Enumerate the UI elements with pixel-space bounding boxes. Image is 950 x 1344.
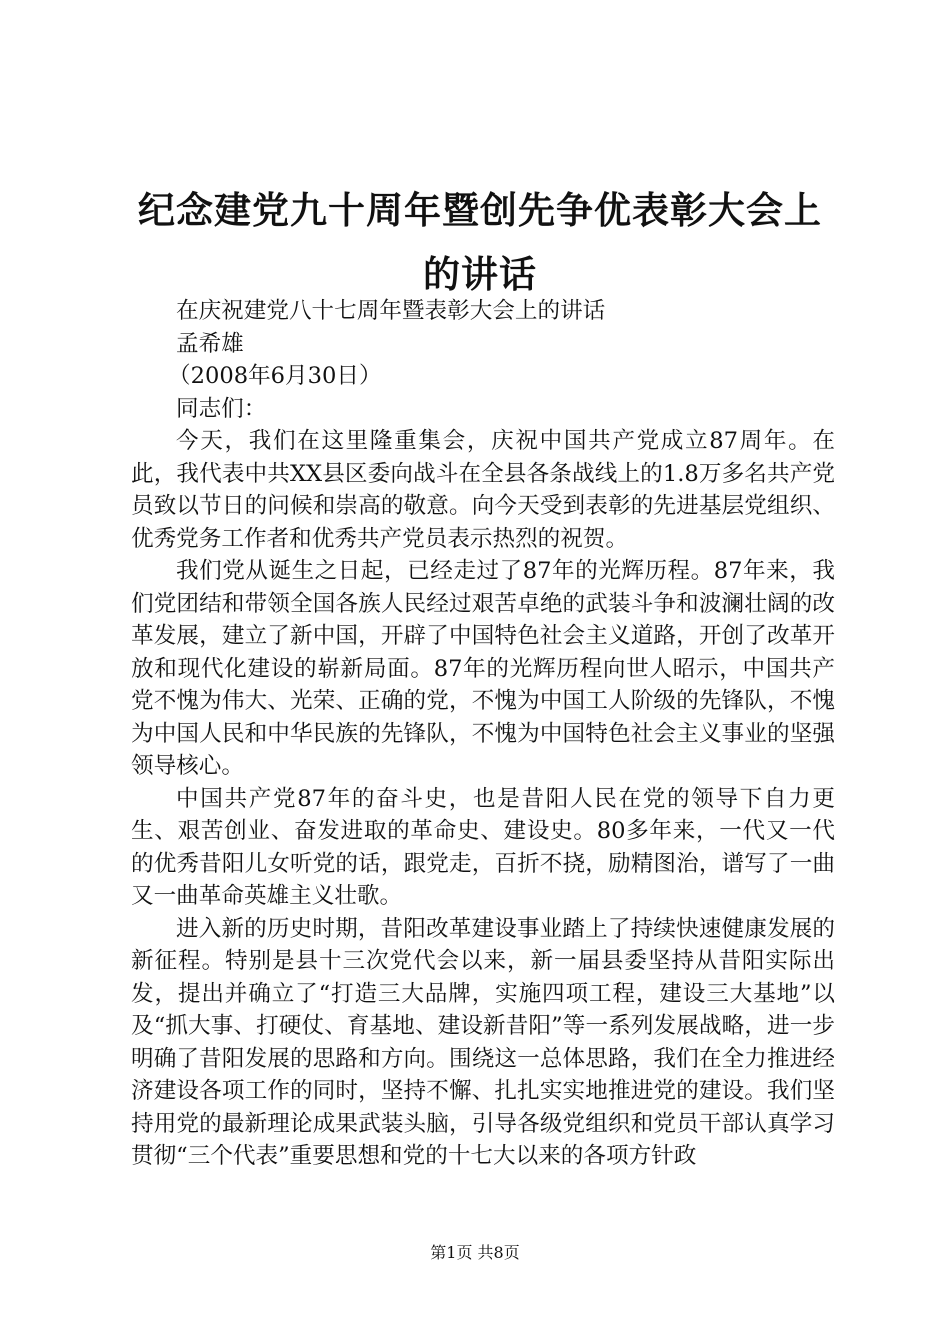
paragraph: 中国共产党87年的奋斗史，也是昔阳人民在党的领导下自力更生、艰苦创业、奋发进取的革命史、建设史。80多年来，一代又一代的优秀昔阳儿女听党的话，跟党走，百折不挠，励精图治，谱写了一曲又一曲革命英雄主义壮歌。	[131, 785, 835, 909]
document-body	[131, 295, 835, 1173]
speech-subtitle: 在庆祝建党八十七周年暨表彰大会上的讲话	[176, 298, 606, 324]
page-number-footer: 第1页 共8页	[430, 1243, 520, 1262]
speech-salutation: 同志们：	[176, 395, 267, 422]
paragraph: 进入新的历史时期，昔阳改革建设事业踏上了持续快速健康发展的新征程。特别是县十三次党代会以来，新一届县委坚持从昔阳实际出发，提出并确立了“打造三大品牌，实施四项工程，建设三大基地”以及“抓大事、打硬仗、育基地、建设新昔阳”等一系列发展战略，进一步明确了昔阳发展的思路和方向。围绕这一总体思路，我们在全力推进经济建设各项工作的同时，坚持不懈、扎扎实实地推进党的建设。我们坚持用党的最新理论成果武装头脑，引导各级党组织和党员干部认真学习贯彻“三个代表”重要思想和党的十七大以来的各项方针政	[131, 915, 835, 1169]
speech-date: （2008年6月30日）	[168, 363, 382, 389]
paragraph: 我们党从诞生之日起，已经走过了87年的光辉历程。87年来，我们党团结和带领全国各族人民经过艰苦卓绝的武装斗争和波澜壮阔的改革发展，建立了新中国，开辟了中国特色社会主义道路，开创了改革开放和现代化建设的崭新局面。87年的光辉历程向世人昭示，中国共产党不愧为伟大、光荣、正确的党，不愧为中国工人阶级的先锋队，不愧为中国人民和中华民族的先锋队，不愧为中国特色社会主义事业的坚强领导核心。	[131, 558, 835, 779]
speech-author: 孟希雄	[176, 330, 244, 357]
document-title: 纪念建党九十周年暨创先争优表彰大会上的讲话	[138, 188, 822, 296]
paragraph: 今天，我们在这里隆重集会，庆祝中国共产党成立87周年。在此，我代表中共XX县区委向战斗在全县各条战线上的1.8万多名共产党员致以节日的问候和崇高的敬意。向今天受到表彰的先进基层党组织、优秀党务工作者和优秀共产党员表示热烈的祝贺。	[131, 428, 835, 552]
